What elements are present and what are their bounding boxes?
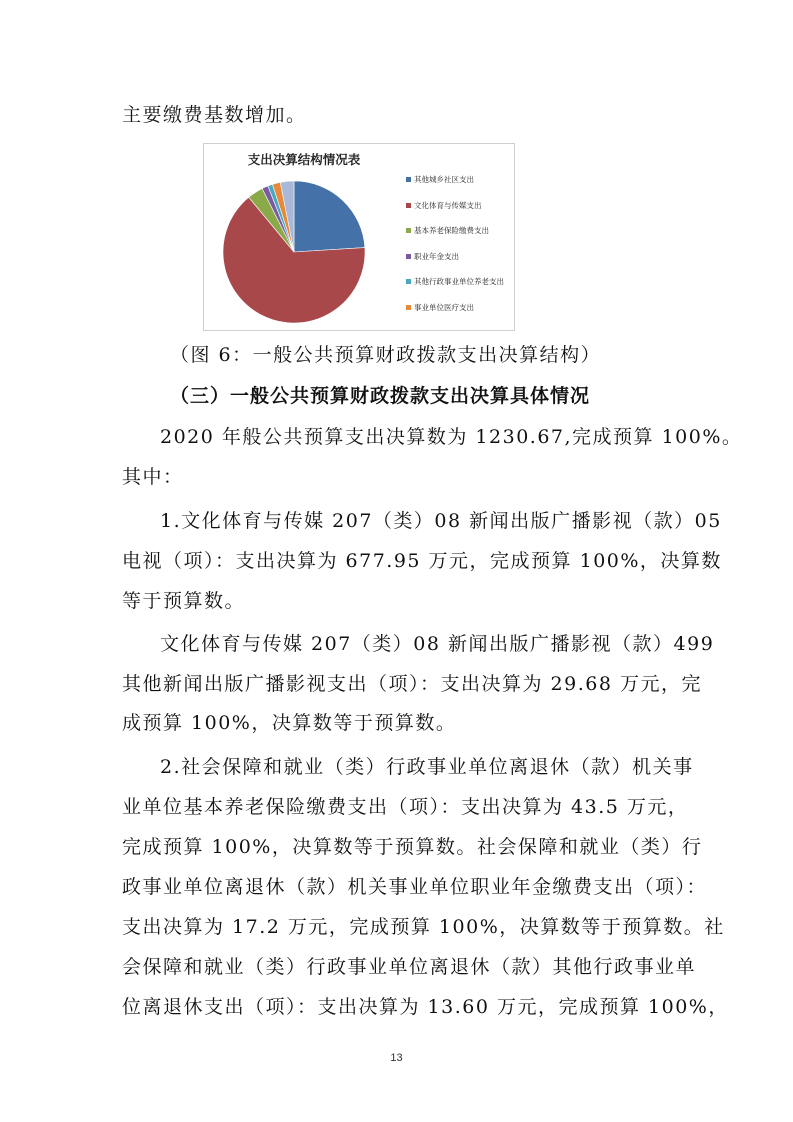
paragraph-line: 1.文化体育与传媒 207（类）08 新闻出版广播影视（款）05 <box>160 510 722 532</box>
paragraph-line: 会保障和就业（类）行政事业单位离退休（款）其他行政事业单 <box>122 956 697 978</box>
paragraph-line: 其他新闻出版广播影视支出（项）：支出决算为 29.68 万元，完 <box>122 673 702 695</box>
pie-chart <box>203 143 515 331</box>
paragraph-line: 完成预算 100%，决算数等于预算数。社会保障和就业（类）行 <box>122 836 703 858</box>
legend-swatch <box>406 228 411 233</box>
legend-label: 其他行政事业单位养老支出 <box>414 277 504 286</box>
paragraph-line: 等于预算数。 <box>122 590 246 612</box>
legend-label: 其他城乡社区支出 <box>414 175 474 184</box>
legend-label: 事业单位医疗支出 <box>414 302 474 312</box>
legend-swatch <box>406 203 411 208</box>
paragraph-line: 成预算 100%，决算数等于预算数。 <box>122 712 457 734</box>
legend-item <box>406 251 516 277</box>
paragraph-line: 文化体育与传媒 207（类）08 新闻出版广播影视（款）499 <box>160 633 715 655</box>
paragraph-line: 政事业单位离退休（款）机关事业单位职业年金缴费支出（项）： <box>122 876 708 898</box>
page-number: 13 <box>390 1052 403 1064</box>
chart-title: 支出决算结构情况表 <box>247 152 361 167</box>
paragraph-line: 其中： <box>122 466 184 488</box>
paragraph-line: 2020 年般公共预算支出决算数为 1230.67,完成预算 100%。 <box>160 426 743 448</box>
legend-swatch <box>406 254 411 259</box>
pie-plot <box>204 144 404 330</box>
legend-item <box>406 174 516 200</box>
section-heading: （三）一般公共预算财政拨款支出决算具体情况 <box>170 385 591 407</box>
chart-legend <box>406 174 516 327</box>
paragraph-line: 2.社会保障和就业（类）行政事业单位离退休（款）机关事 <box>160 756 694 778</box>
paragraph-line: 位离退休支出（项）：支出决算为 13.60 万元，完成预算 100%， <box>122 996 729 1018</box>
legend-label: 职业年金支出 <box>414 251 459 261</box>
figure-caption: （图 6：一般公共预算财政拨款支出决算结构） <box>170 344 602 366</box>
legend-label: 文化体育与传媒支出 <box>414 200 482 210</box>
legend-swatch <box>406 279 411 284</box>
legend-item <box>406 276 516 302</box>
intro-line: 主要缴费基数增加。 <box>122 104 307 126</box>
legend-item <box>406 225 516 251</box>
paragraph-line: 支出决算为 17.2 万元，完成预算 100%，决算数等于预算数。社 <box>122 916 725 938</box>
paragraph-line: 电视（项）：支出决算为 677.95 万元，完成预算 100%，决算数 <box>122 550 722 572</box>
legend-item <box>406 200 516 226</box>
legend-swatch <box>406 305 411 310</box>
pie-slice <box>294 181 365 252</box>
legend-item <box>406 302 516 328</box>
legend-label: 基本养老保险缴费支出 <box>414 226 489 235</box>
legend-swatch <box>406 177 411 182</box>
paragraph-line: 业单位基本养老保险缴费支出（项）：支出决算为 43.5 万元， <box>122 796 689 818</box>
